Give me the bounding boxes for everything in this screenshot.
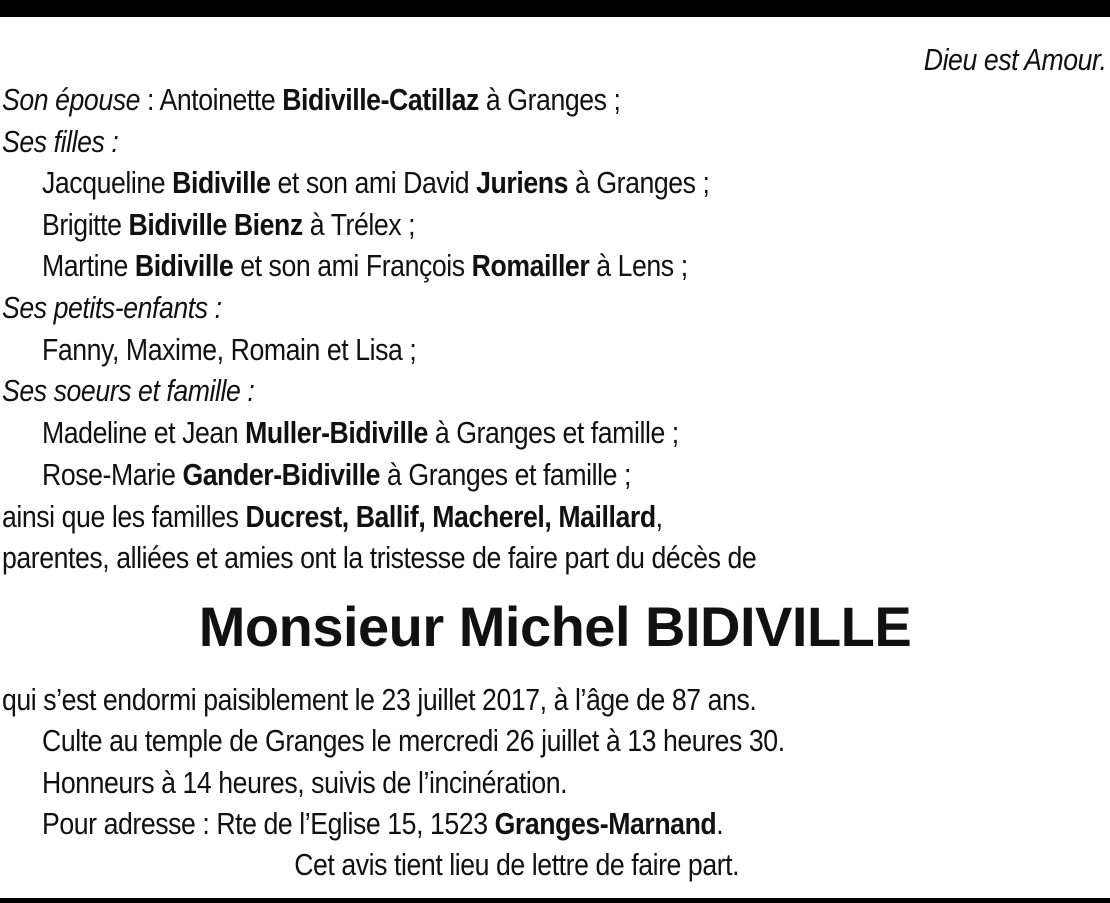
family-names: Ducrest, Ballif, Macherel, Maillard — [245, 499, 656, 534]
surname: Romailler — [471, 248, 590, 283]
sister-line: Madeline et Jean Muller-Bidiville à Granges et famille ; — [42, 415, 679, 450]
address-town: Granges-Marnand — [494, 806, 717, 841]
surname: Bidiville — [134, 248, 234, 283]
announcement-line: parentes, alliées et amies ont la tristesse de faire part du décès de — [2, 540, 757, 575]
closing-line: Cet avis tient lieu de lettre de faire part. — [294, 847, 740, 882]
service-line: Culte au temple de Granges le mercredi 26 juillet à 13 heures 30. — [42, 723, 785, 758]
deceased-name: Monsieur Michel BIDIVILLE — [198, 595, 912, 658]
spouse-surname: Bidiville-Catillaz — [282, 82, 479, 117]
surname: Gander-Bidiville — [182, 457, 381, 492]
top-rule — [0, 0, 1110, 17]
surname: Muller-Bidiville — [245, 415, 428, 450]
families-line: ainsi que les familles Ducrest, Ballif, Macherel, Maillard, — [2, 499, 663, 534]
spouse-label: Son épouse — [2, 82, 141, 117]
daughter-line: Brigitte Bidiville Bienz à Trélex ; — [42, 207, 416, 242]
bottom-rule — [0, 898, 1110, 903]
motto: Dieu est Amour. — [923, 42, 1106, 77]
daughter-line: Jacqueline Bidiville et son ami David Juriens à Granges ; — [42, 165, 710, 200]
daughter-line: Martine Bidiville et son ami François Romailler à Lens ; — [42, 248, 688, 283]
surname: Juriens — [476, 165, 568, 200]
spouse-line: Son épouse : Antoinette Bidiville-Catillaz à Granges ; — [2, 82, 621, 117]
sister-line: Rose-Marie Gander-Bidiville à Granges et famille ; — [42, 457, 631, 492]
address-line: Pour adresse : Rte de l’Eglise 15, 1523 Granges-Marnand. — [42, 806, 724, 841]
grandchildren-label: Ses petits-enfants : — [2, 290, 222, 325]
surname: Bidiville Bienz — [128, 207, 303, 242]
honours-line: Honneurs à 14 heures, suivis de l’incinération. — [42, 765, 568, 800]
grandchildren-names: Fanny, Maxime, Romain et Lisa ; — [42, 332, 417, 367]
daughters-label: Ses filles : — [2, 124, 119, 159]
surname: Bidiville — [172, 165, 271, 200]
death-line: qui s’est endormi paisiblement le 23 juillet 2017, à l’âge de 87 ans. — [2, 682, 757, 717]
sisters-label: Ses soeurs et famille : — [2, 373, 255, 408]
